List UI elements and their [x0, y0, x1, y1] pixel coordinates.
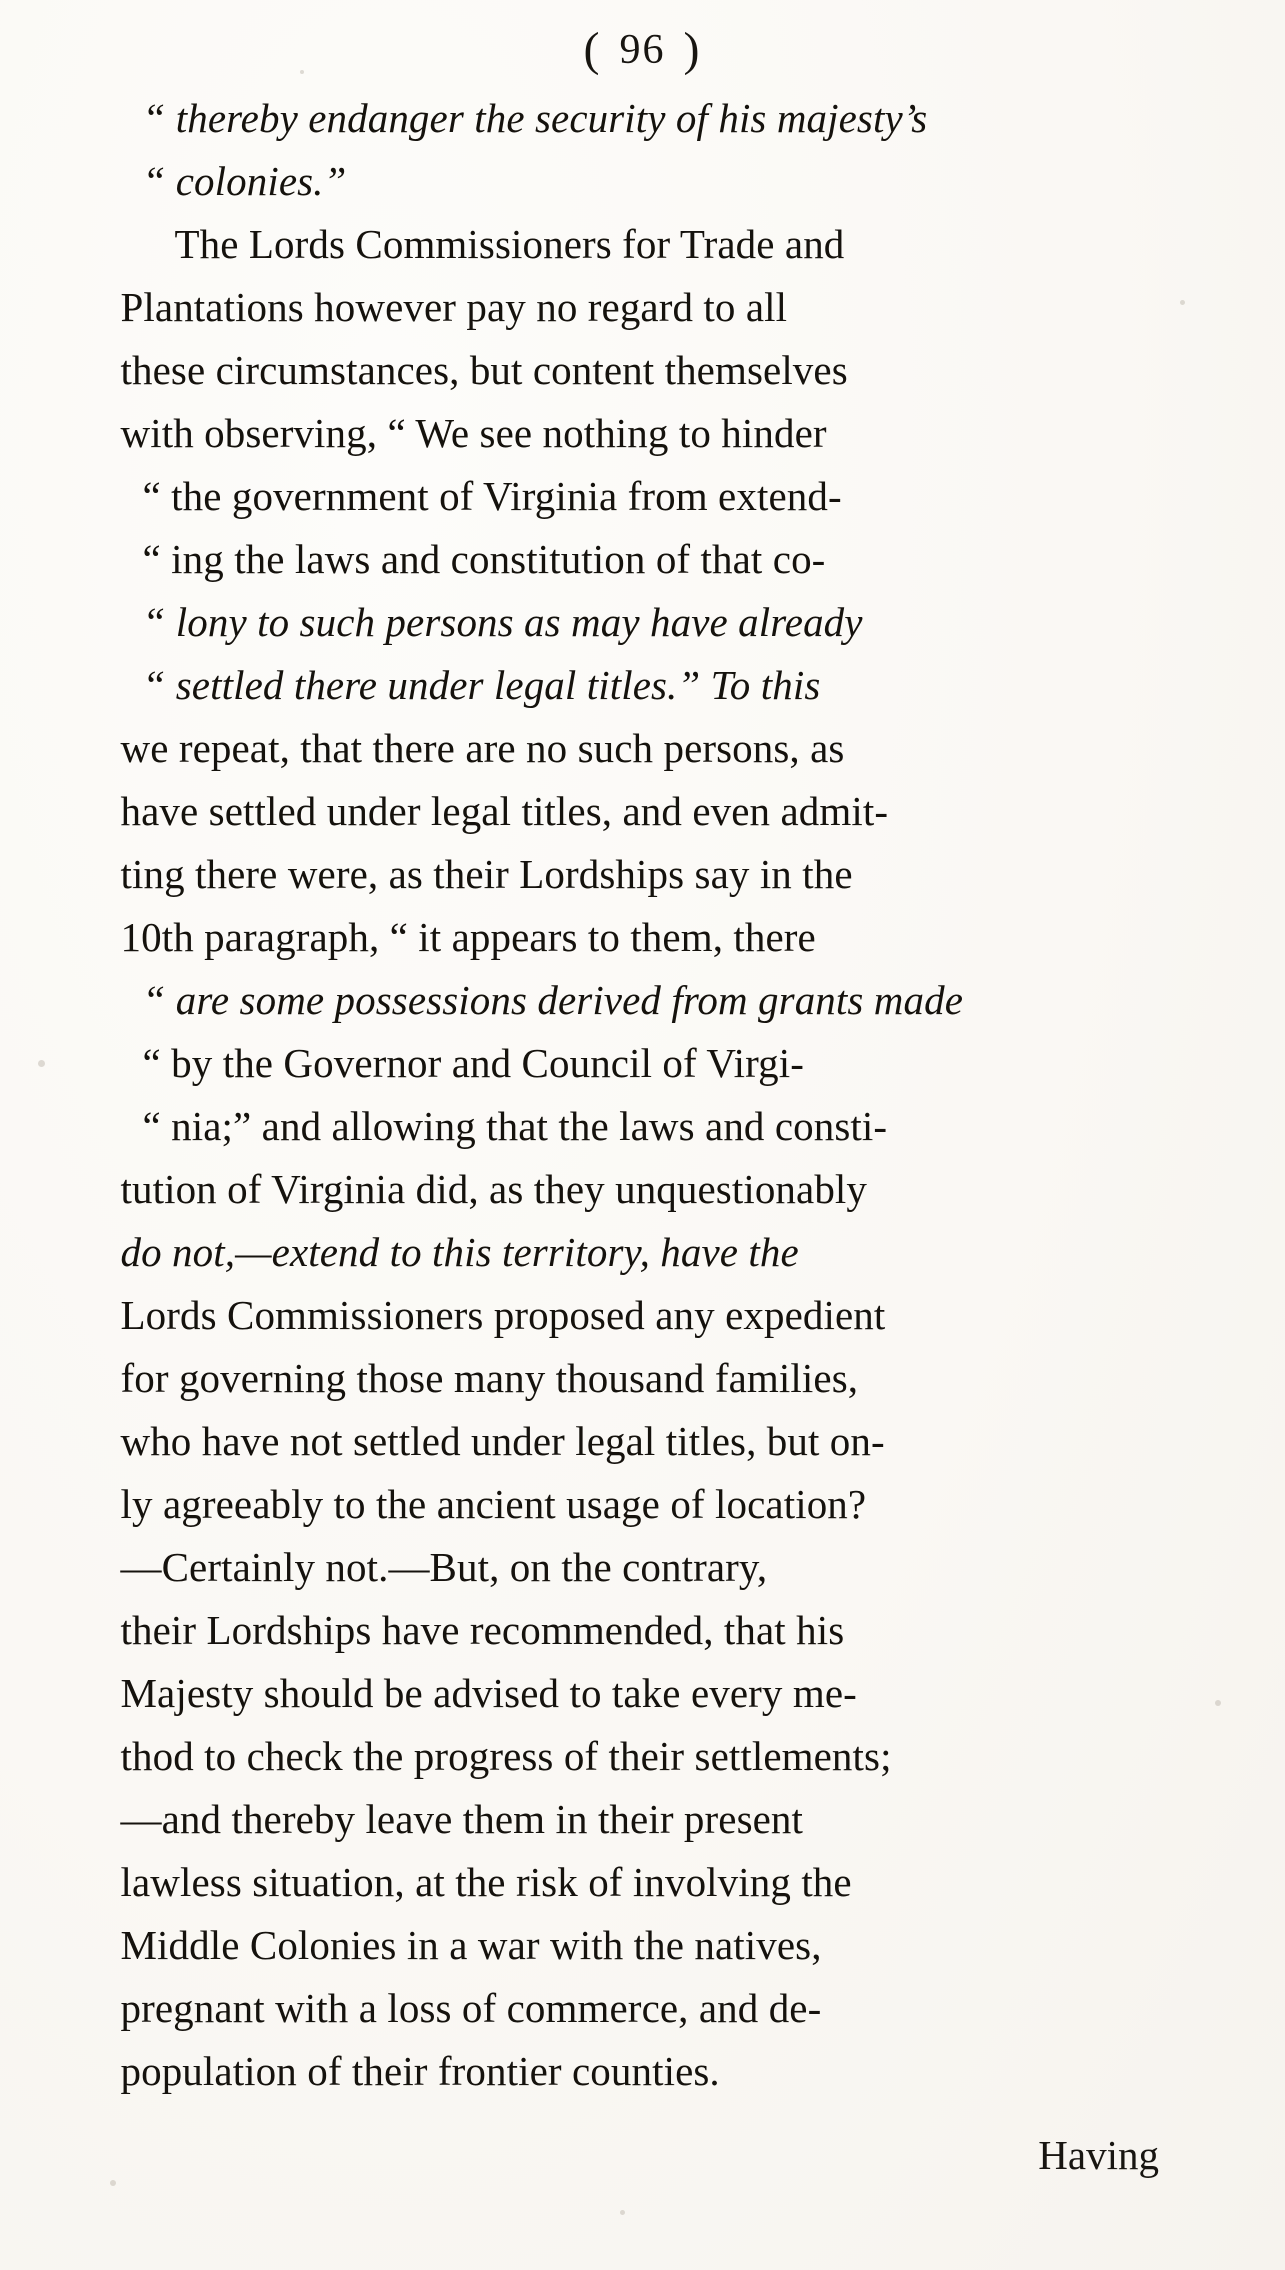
text-line	[121, 465, 1223, 528]
text-line-content: ly agreeably to the ancient usage of location?	[120, 1481, 867, 1527]
text-line-content: Middle Colonies in a war with the natives,	[120, 1922, 822, 1968]
text-line-content: lawless situation, at the risk of involving the	[120, 1859, 852, 1905]
text-line	[121, 1599, 1223, 1662]
text-line	[121, 1221, 1223, 1284]
text-line-content: “ the government of Virginia from extend-	[142, 473, 842, 519]
text-line	[121, 591, 1223, 654]
text-line-content: tution of Virginia did, as they unquestionably	[120, 1166, 868, 1212]
text-line	[121, 717, 1223, 780]
text-line	[121, 1662, 1223, 1725]
text-line-content: 10th paragraph, “ it appears to them, there	[120, 914, 816, 960]
text-line	[121, 276, 1223, 339]
text-line	[121, 528, 1223, 591]
text-line	[121, 1725, 1223, 1788]
text-line-content: “ settled there under legal titles.” To this	[142, 662, 821, 708]
text-line	[121, 87, 1223, 150]
text-line-content: who have not settled under legal titles, but on-	[120, 1418, 885, 1464]
text-line	[121, 654, 1223, 717]
text-line	[121, 1536, 1223, 1599]
text-line	[121, 1284, 1223, 1347]
text-line	[121, 213, 1223, 276]
page-number-header	[0, 22, 1285, 77]
catchword: Having	[1038, 2132, 1159, 2178]
text-line	[121, 969, 1223, 1032]
text-line	[121, 1914, 1223, 1977]
text-line	[121, 1788, 1223, 1851]
text-line	[121, 2040, 1223, 2103]
page-number-value: 96	[619, 27, 666, 73]
text-line	[121, 906, 1223, 969]
text-line	[121, 1032, 1223, 1095]
text-line-content: do not,—extend to this territory, have the	[120, 1229, 799, 1275]
text-line-content: “ are some possessions derived from grants made	[142, 977, 963, 1023]
text-line	[121, 1095, 1223, 1158]
text-line-content: —and thereby leave them in their present	[120, 1796, 804, 1842]
text-line-content: —Certainly not.—But, on the contrary,	[120, 1544, 768, 1590]
text-line-content: their Lordships have recommended, that his	[120, 1607, 845, 1653]
text-line-content: with observing, “ We see nothing to hinder	[120, 410, 827, 456]
page-number-close-paren: )	[683, 23, 702, 76]
text-line-content: The Lords Commissioners for Trade and	[174, 221, 845, 267]
text-line	[121, 1977, 1223, 2040]
page-number-open-paren: (	[583, 23, 602, 76]
text-line-content: “ lony to such persons as may have already	[142, 599, 863, 645]
text-line-content: for governing those many thousand families,	[120, 1355, 859, 1401]
text-line-content: “ thereby endanger the security of his majesty’s	[142, 95, 928, 141]
text-line-content: “ ing the laws and constitution of that co-	[142, 536, 826, 582]
text-line	[121, 780, 1223, 843]
text-line-content: “ by the Governor and Council of Virgi-	[142, 1040, 804, 1086]
text-line	[121, 150, 1223, 213]
text-line-content: population of their frontier counties.	[120, 2048, 720, 2094]
text-line	[121, 843, 1223, 906]
text-line-content: “ colonies.”	[142, 158, 347, 204]
text-line-content: these circumstances, but content themselves	[120, 347, 848, 393]
text-line	[121, 1851, 1223, 1914]
text-line	[121, 1473, 1223, 1536]
text-line	[121, 402, 1223, 465]
text-line-content: ting there were, as their Lordships say in the	[120, 851, 853, 897]
text-line-content: “ nia;” and allowing that the laws and consti-	[142, 1103, 888, 1149]
text-line-content: Majesty should be advised to take every me-	[120, 1670, 857, 1716]
text-line-content: pregnant with a loss of commerce, and de-	[120, 1985, 822, 2031]
text-line	[121, 1410, 1223, 1473]
body-text	[63, 87, 1223, 2103]
text-line-content: Plantations however pay no regard to all	[120, 284, 788, 330]
text-line	[121, 1347, 1223, 1410]
text-line-content: Lords Commissioners proposed any expedient	[120, 1292, 886, 1338]
text-line	[121, 1158, 1223, 1221]
text-line-content: we repeat, that there are no such persons, as	[120, 725, 845, 771]
text-line	[121, 339, 1223, 402]
text-line-content: thod to check the progress of their settlements;	[120, 1733, 892, 1779]
text-line-content: have settled under legal titles, and even admit-	[120, 788, 889, 834]
